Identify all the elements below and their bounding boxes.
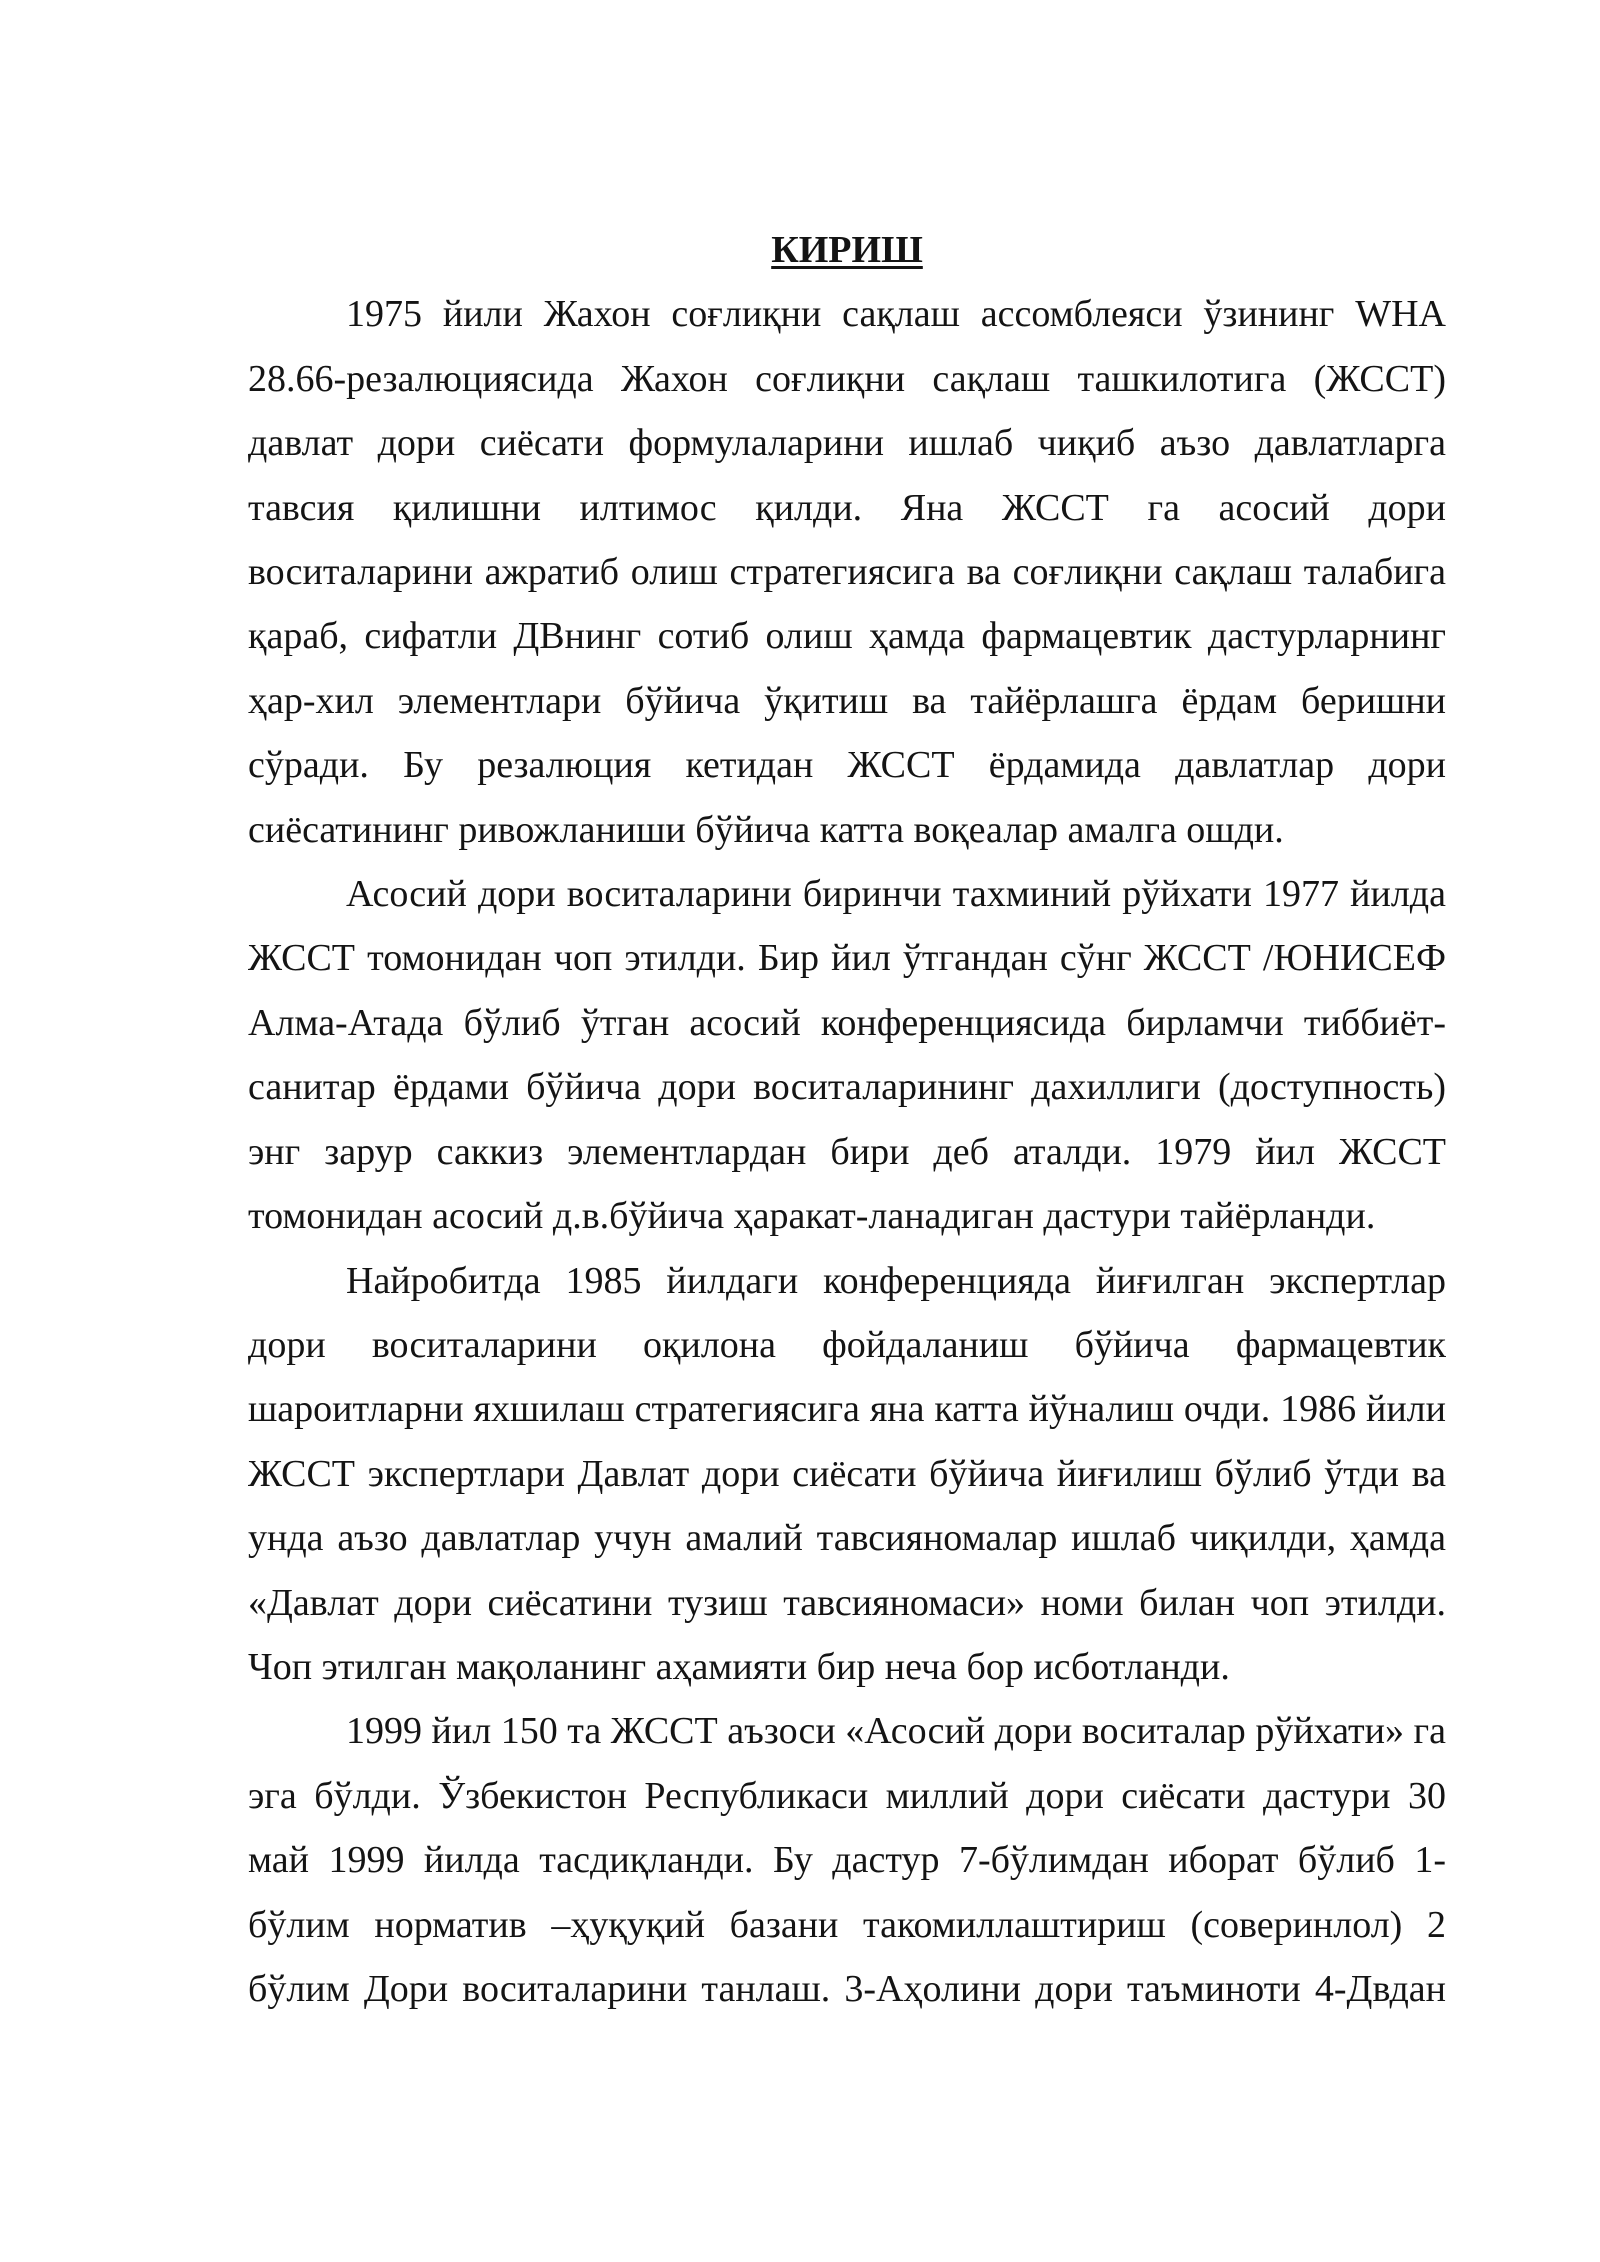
paragraph-4: 1999 йил 150 та ЖССТ аъзоси «Асосий дори воситалар рўйхати» га эга бўлди. Ўзбекистон Республикаси миллий дори сиёсати дастури 30 май 1999 йилда тасдиқланди. Бу дастур 7-бўлимдан иборат бўлиб 1-бўлим норматив –ҳуқуқий базани такомиллаштириш (соверинлол) 2 бўлим Дори воситаларини танлаш. 3-Аҳолини дори таъминоти 4-Двдан — [248, 1710, 1446, 2010]
document-title: КИРИШ — [771, 229, 923, 271]
paragraph-1: 1975 йили Жахон соғлиқни сақлаш ассомблеяси ўзининг WHA 28.66-резалюциясида Жахон соғлиқни сақлаш ташкилотига (ЖССТ) давлат дори сиёсати формулаларини ишлаб чиқиб аъзо давлатларга тавсия қилишни илтимос қилди. Яна ЖССТ га асосий дори воситаларини ажратиб олиш стратегиясига ва соғлиқни сақлаш талабига қараб, сифатли ДВнинг сотиб олиш ҳамда фармацевтик дастурларнинг ҳар-хил элементлари бўйича ўқитиш ва тайёрлашга ёрдам беришни сўради. Бу резалюция кетидан ЖССТ ёрдамида давлатлар дори сиёсатининг ривожланиши бўйича катта воқеалар амалга ошди. — [248, 293, 1446, 851]
document-page — [248, 218, 1446, 2021]
paragraph-3: Найробитда 1985 йилдаги конференцияда йиғилган экспертлар дори воситаларини оқилона фойдаланиш бўйича фармацевтик шароитларни яхшилаш стратегиясига яна катта йўналиш очди. 1986 йили ЖССТ экспертлари Давлат дори сиёсати бўйича йиғилиш бўлиб ўтди ва унда аъзо давлатлар учун амалий тавсияномалар ишлаб чиқилди, ҳамда «Давлат дори сиёсатини тузиш тавсияномаси» номи билан чоп этилди. Чоп этилган мақоланинг аҳамияти бир неча бор исботланди. — [248, 1259, 1446, 1688]
paragraph-2: Асосий дори воситаларини биринчи тахминий рўйхати 1977 йилда ЖССТ томонидан чоп этилди. Бир йил ўтгандан сўнг ЖССТ /ЮНИСЕФ Алма-Атада бўлиб ўтган асосий конференциясида бирламчи тиббиёт-санитар ёрдами бўйича дори воситаларининг дахиллиги (доступность) энг зарур саккиз элементлардан бири деб аталди. 1979 йил ЖССТ томонидан асосий д.в.бўйича ҳаракат-ланадиган дастури тайёрланди. — [248, 873, 1446, 1238]
